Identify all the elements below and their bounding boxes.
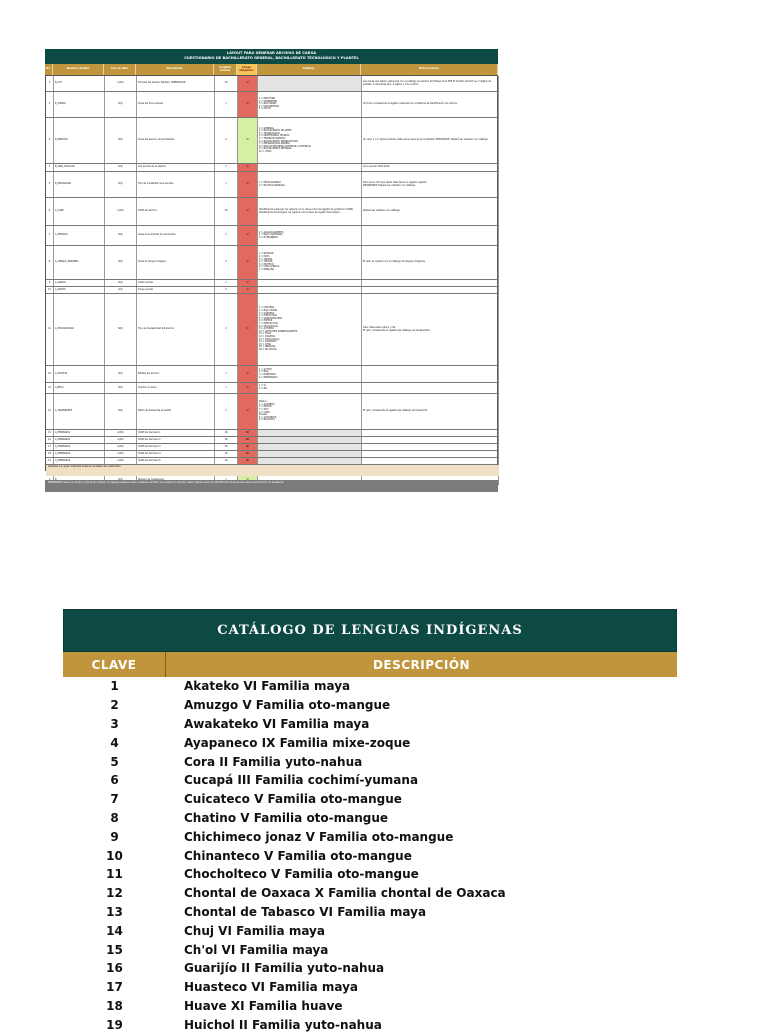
lenguas-catalog — [63, 609, 677, 1034]
layout-cell-no: 19 — [46, 458, 54, 464]
layout-cell-len: 18 — [215, 437, 238, 443]
catalog-clave: 16 — [106, 961, 123, 976]
layout-footer-note: IMPORTANTE: Revise el nombre y tipo de los campos; no agregue espacios antes o después del texto. Los campos no llenados deben dejarse vacíos de identificación de la escuela sobre su información en el sistema. — [45, 480, 498, 492]
layout-cell-no: 11 — [46, 294, 54, 365]
layout-cell-no: 13 — [46, 383, 54, 393]
layout-cell-name: A_TRANSPORTE — [54, 394, 105, 429]
layout-cell-req: SI — [238, 118, 258, 163]
layout-cell-req: SI — [238, 92, 258, 117]
layout-cell-len: 2 — [215, 287, 238, 293]
layout-cell-desc: Medio de transporte al plantel — [137, 394, 215, 429]
catalog-descripcion: Huichol II Familia yuto-nahua — [184, 1017, 382, 1032]
layout-cell-name: B_SERVICIO — [54, 118, 105, 163]
header-name: Nombre variable — [53, 64, 104, 75]
layout-cell-type: A(18) — [105, 451, 137, 457]
layout-cell-obs: El valor se captura con el catálogo de lenguas indígenas. — [362, 246, 499, 279]
layout-cell-obs: Valor debe estar entre 1 y 99. El valor corresponde al registro del catálogo de discapacidad. — [362, 294, 499, 365]
catalog-descripcion: Chocholteco V Familia oto-mangue — [184, 867, 419, 882]
layout-cell-cat: 1 = MATUTINO 2 = VESPERTINO 3 = NOCTURNO 4 = DISCONTINUO 5 = MIXTO — [258, 92, 362, 117]
catalog-row — [63, 940, 677, 959]
catalog-row — [63, 865, 677, 884]
layout-cell-desc: Clave del turno escolar — [137, 92, 215, 117]
layout-cell-no: 12 — [46, 366, 54, 382]
layout-cell-name: B_ANIO_ESCOLAR — [54, 164, 105, 171]
catalog-row — [63, 715, 677, 734]
layout-cell-len: 2 — [215, 394, 238, 429]
layout-cell-type: A(18) — [105, 198, 137, 225]
layout-cell-cat: 1 = ACTIVO 2 = BAJA 3 = EGRESADO 4 = REPROBADO — [258, 366, 362, 382]
catalog-row — [63, 978, 677, 997]
layout-cell-no: 9 — [46, 280, 54, 286]
layout-cell-desc: CURP del hermano 2 — [137, 437, 215, 443]
layout-cell-cat: Público 1 = AUTOBÚS 2 = METRO 3 = TAXI 4 = OTRO Privado 5 = AUTOMÓVIL 6 = BICICLETA — [258, 394, 362, 429]
layout-cell-desc: Formato del plantel. Ejemplo: 09EBH0001Z — [137, 76, 215, 91]
catalog-descripcion: Akateko VI Familia maya — [184, 679, 351, 694]
layout-cell-name: A_HERMANO4 — [54, 451, 105, 457]
header-obs: Observaciones — [361, 64, 498, 75]
layout-cell-desc: Estatus del alumno — [137, 366, 215, 382]
layout-row — [46, 118, 499, 164]
catalog-descripcion: Awakateko VI Familia maya — [184, 716, 370, 731]
layout-row — [46, 226, 499, 246]
catalog-row — [63, 959, 677, 978]
layout-cell-type: N(2) — [105, 246, 137, 279]
layout-cell-cat — [258, 287, 362, 293]
layout-cell-desc: Tipo de modalidad de la escuela — [137, 172, 215, 197]
catalog-row — [63, 846, 677, 865]
layout-cell-obs — [362, 444, 499, 450]
catalog-header-clave: CLAVE — [63, 652, 166, 677]
layout-cell-type: N(2) — [105, 226, 137, 245]
layout-cell-name: A_GRADO — [54, 280, 105, 286]
layout-cell-obs — [362, 226, 499, 245]
layout-cell-desc: CURP del alumno — [137, 198, 215, 225]
layout-cell-name: A_GRUPO — [54, 287, 105, 293]
catalog-row — [63, 752, 677, 771]
layout-cell-no: 16 — [46, 437, 54, 443]
catalog-descripcion: Cora II Familia yuto-nahua — [184, 754, 363, 769]
layout-cell-desc: CURP del hermano 3 — [137, 444, 215, 450]
catalog-clave: 1 — [110, 679, 119, 694]
layout-row — [46, 280, 499, 287]
catalog-row — [63, 827, 677, 846]
layout-cell-obs: Un turno corresponde al registro capturado en el sistema de identificación de centros. — [362, 92, 499, 117]
layout-cell-no: 3 — [46, 118, 54, 163]
catalog-row — [63, 771, 677, 790]
layout-row — [46, 172, 499, 198]
layout-cell-name: A_HERMANO1 — [54, 430, 105, 436]
catalog-clave: 13 — [106, 904, 123, 919]
layout-cell-len: 18 — [215, 198, 238, 225]
catalog-clave: 8 — [110, 810, 119, 825]
layout-cell-no: 18 — [46, 451, 54, 457]
layout-row — [46, 458, 499, 465]
layout-cell-name: B_TURNO — [54, 92, 105, 117]
layout-cell-len: 10 — [215, 76, 238, 91]
layout-cell-len: 1 — [215, 383, 238, 393]
layout-cell-obs — [362, 280, 499, 286]
layout-row — [46, 287, 499, 294]
layout-row — [46, 430, 499, 437]
layout-row — [46, 198, 499, 226]
catalog-descripcion: Huasteco VI Familia maya — [184, 980, 359, 995]
layout-cell-obs — [362, 430, 499, 436]
layout-cell-desc: Clave de la entidad de nacimiento — [137, 226, 215, 245]
layout-cell-cat — [258, 164, 362, 171]
catalog-header-row — [63, 652, 677, 677]
layout-cell-no: 7 — [46, 226, 54, 245]
layout-cell-cat: 1 = GENERAL 2 = BACHILLERATO DE ARTES 3 = TECNOLÓGICO 4 = PROFESIONAL TÉCNICO 5 = TELEBACHILLERATO 6 = BACHILLERATO INTERCULTURAL 7 = PREPARATORIA ABIERTA 8 = EDUCACIÓN MEDIA SUPERIOR A DISTANCIA 9 = BACHILLERATO INTEGRAL 10 = OTRO — [258, 118, 362, 163]
layout-cell-type: A(2) — [105, 287, 137, 293]
layout-cell-type: N(1) — [105, 92, 137, 117]
layout-cell-name: A_HERMANO5 — [54, 458, 105, 464]
layout-cell-obs: Deberá ser validado con catálogo. — [362, 198, 499, 225]
layout-cell-desc: Clave de lengua indígena — [137, 246, 215, 279]
catalog-clave: 2 — [110, 698, 119, 713]
layout-cell-obs — [362, 451, 499, 457]
layout-row — [46, 451, 499, 458]
layout-cell-cat — [258, 280, 362, 286]
layout-cell-type: A(18) — [105, 444, 137, 450]
catalog-descripcion: Huave XI Familia huave — [184, 998, 343, 1013]
layout-cell-obs: Las claves que deben capturarse con el catálogo de Centros de Trabajo de la SEP. El formato del CCT es: 2 dígitos de entidad, 3 caracteres tipo, 4 dígitos y 1 de control. — [362, 76, 499, 91]
layout-cell-no: 8 — [46, 246, 54, 279]
layout-cell-len: 18 — [215, 451, 238, 457]
catalog-clave: 7 — [110, 792, 119, 807]
layout-title-line2: CUESTIONARIO DE BACHILLERATO GENERAL, BACHILLERATO TECNOLÓGICO Y PLANTEL — [184, 55, 359, 60]
catalog-descripcion: Chatino V Familia oto-mangue — [184, 810, 389, 825]
layout-row — [46, 437, 499, 444]
layout-cell-cat: 1 = SÍ 2 = NO — [258, 383, 362, 393]
layout-cell-type: A(10) — [105, 76, 137, 91]
layout-cell-len: 1 — [215, 366, 238, 382]
layout-row — [46, 366, 499, 383]
layout-cell-cat: 1 = CEGUERA 2 = BAJA VISIÓN 3 = SORDERA 4 = HIPOACUSIA 5 = SORDOCEGUERA 6 = MOTRIZ 7 = INTELECTUAL 8 = PSICOSOCIAL 9 = AUTISMO 10 = APTITUDES SOBRESALIENTES 11 = TDAH 12 = DISLEXIA 13 = DISCALCULIA 14 = DISGRAFÍA 15 = OTRA 16 = NINGUNA 99 = NO APLICA — [258, 294, 362, 365]
layout-cell-name: A_ENTIDAD — [54, 226, 105, 245]
layout-cell-type: N(1) — [105, 280, 137, 286]
header-req: Campo obligatorio — [237, 64, 257, 75]
layout-cell-len: 18 — [215, 458, 238, 464]
layout-cell-name: B_MODALIDAD — [54, 172, 105, 197]
layout-cell-cat — [258, 451, 362, 457]
header-len: Longitud máxima — [214, 64, 237, 75]
catalog-row — [63, 809, 677, 828]
layout-cell-cat — [258, 430, 362, 436]
catalog-clave: 3 — [110, 716, 119, 731]
layout-cell-obs: El valor corresponde al registro del catálogo de transporte. — [362, 394, 499, 429]
catalog-descripcion: Cuicateco V Familia oto-mangue — [184, 792, 402, 807]
layout-cell-name: A_DISCAPACIDAD — [54, 294, 105, 365]
layout-header-row — [45, 64, 498, 75]
layout-cell-desc: Grado escolar — [137, 280, 215, 286]
layout-cell-cat — [258, 444, 362, 450]
layout-cell-len: 2 — [215, 226, 238, 245]
layout-title-line1: LAYOUT PARA GENERAR ARCHIVO DE CARGA — [226, 51, 317, 55]
catalog-descripcion: Guarijío II Familia yuto-nahua — [184, 961, 385, 976]
catalog-clave: 18 — [106, 998, 123, 1013]
layout-cell-type: N(1) — [105, 172, 137, 197]
catalog-descripcion: Chontal de Tabasco VI Familia maya — [184, 904, 427, 919]
layout-cell-type: N(2) — [105, 294, 137, 365]
layout-cell-type: A(18) — [105, 430, 137, 436]
catalog-clave: 12 — [106, 886, 123, 901]
catalog-row — [63, 997, 677, 1016]
layout-row — [46, 444, 499, 451]
layout-cell-len: 9 — [215, 164, 238, 171]
layout-cell-name: A_BECA — [54, 383, 105, 393]
layout-title — [45, 49, 498, 64]
layout-cell-req: SI — [238, 76, 258, 91]
catalog-title: CATÁLOGO DE LENGUAS INDÍGENAS — [63, 609, 677, 652]
layout-cell-no: 14 — [46, 394, 54, 429]
layout-cell-obs: Un valor 1 o 2 captura directa, debe ser la clave de la modalidad. IMPORTANTE: Deberá ser validado con catálogo. — [362, 118, 499, 163]
layout-cell-req: SI — [238, 294, 258, 365]
layout-row — [46, 294, 499, 366]
header-no: No. — [45, 64, 53, 75]
layout-cell-name: A_HERMANO3 — [54, 444, 105, 450]
layout-cell-req: SI — [238, 226, 258, 245]
layout-cell-name: A_LENGUA_INDIGENA — [54, 246, 105, 279]
layout-cell-desc: Clave del servicio de bachillerato — [137, 118, 215, 163]
header-desc: Descripción — [136, 64, 214, 75]
catalog-clave: 17 — [106, 980, 123, 995]
layout-cell-req: SI — [238, 246, 258, 279]
layout-cell-type: A(18) — [105, 437, 137, 443]
layout-cell-len: 2 — [215, 118, 238, 163]
layout-cell-obs — [362, 366, 499, 382]
catalog-clave: 15 — [106, 942, 123, 957]
layout-cell-obs — [362, 383, 499, 393]
catalog-row — [63, 696, 677, 715]
layout-row — [46, 92, 499, 118]
layout-cell-no: 17 — [46, 444, 54, 450]
layout-cell-no: 15 — [46, 430, 54, 436]
catalog-clave: 14 — [106, 923, 123, 938]
layout-cell-desc: Tipo de discapacidad del alumno — [137, 294, 215, 365]
catalog-row — [63, 677, 677, 696]
layout-cell-desc: CURP del hermano 4 — [137, 451, 215, 457]
layout-cell-no: 4 — [46, 164, 54, 171]
layout-cell-desc: CURP del hermano 5 — [137, 458, 215, 464]
layout-cell-len: 18 — [215, 444, 238, 450]
catalog-clave: 11 — [106, 867, 123, 882]
catalog-descripcion: Chinanteco V Familia oto-mangue — [184, 848, 412, 863]
catalog-clave: 6 — [110, 773, 119, 788]
catalog-descripcion: Ch'ol VI Familia maya — [184, 942, 329, 957]
catalog-clave: 19 — [106, 1017, 123, 1032]
catalog-clave: 4 — [110, 735, 119, 750]
layout-cell-cat: 1 = AGUASCALIENTES 2 = BAJA CALIFORNIA 3 = EXTRANJERO — [258, 226, 362, 245]
layout-cell-len: 1 — [215, 92, 238, 117]
layout-cell-len: 18 — [215, 430, 238, 436]
layout-cell-req: NO — [238, 451, 258, 457]
layout-cell-obs — [362, 437, 499, 443]
catalog-row — [63, 790, 677, 809]
layout-sheet — [45, 49, 498, 492]
catalog-clave: 9 — [110, 829, 119, 844]
layout-row — [46, 383, 499, 394]
layout-cell-type: N(2) — [105, 394, 137, 429]
catalog-clave: 10 — [106, 848, 123, 863]
layout-cell-no: 2 — [46, 92, 54, 117]
layout-row — [46, 246, 499, 280]
header-type: Tipo de dato — [104, 64, 136, 75]
layout-cell-cat — [258, 76, 362, 91]
layout-cell-req: SI — [238, 280, 258, 286]
layout-cell-len: 1 — [215, 172, 238, 197]
catalog-descripcion: Chichimeco jonaz V Familia oto-mangue — [184, 829, 454, 844]
layout-cell-req: SI — [238, 383, 258, 393]
layout-cell-req: SI — [238, 164, 258, 171]
catalog-row — [63, 921, 677, 940]
layout-cell-cat: Identificación personal: Se captura con la clave única de registro de población (CURP). Identificación tecnológica: Se captura con la clave de registro tecnológico. — [258, 198, 362, 225]
layout-cell-req: SI — [238, 172, 258, 197]
layout-cell-req: SI — [238, 198, 258, 225]
catalog-rows — [63, 677, 677, 1034]
layout-cell-req: NO — [238, 458, 258, 464]
layout-cell-name: A_CURP — [54, 198, 105, 225]
layout-row — [46, 76, 499, 92]
layout-cell-req: SI — [238, 287, 258, 293]
layout-cell-len: 1 — [215, 280, 238, 286]
layout-cell-no: 10 — [46, 287, 54, 293]
layout-cell-obs — [362, 458, 499, 464]
layout-cell-type: N(1) — [105, 383, 137, 393]
layout-body — [45, 75, 498, 471]
layout-cell-len: 2 — [215, 246, 238, 279]
layout-cell-no: 6 — [46, 198, 54, 225]
catalog-row — [63, 1015, 677, 1034]
catalog-row — [63, 903, 677, 922]
layout-cell-req: NO — [238, 437, 258, 443]
layout-cell-name: A_HERMANO2 — [54, 437, 105, 443]
layout-cell-cat: 1 = ESCOLARIZADA 2 = NO ESCOLARIZADA — [258, 172, 362, 197]
layout-cell-cat: 1 = NÁHUATL 2 = MAYA 3 = TZELTAL 4 = TZOTZIL 5 = MIXTECO 6 = OTRA LENGUA 7 = NINGUNA — [258, 246, 362, 279]
layout-cell-req: SI — [238, 394, 258, 429]
catalog-descripcion: Amuzgo V Familia oto-mangue — [184, 698, 391, 713]
layout-cell-obs — [362, 287, 499, 293]
layout-cell-req: NO — [238, 430, 258, 436]
layout-row — [46, 394, 499, 430]
layout-cell-cat — [258, 458, 362, 464]
catalog-row — [63, 733, 677, 752]
layout-cell-obs: Ciclo escolar 2023-2024 — [362, 164, 499, 171]
layout-cell-req: NO — [238, 444, 258, 450]
layout-cell-desc: Año escolar de la captura — [137, 164, 215, 171]
layout-cell-type: N(1) — [105, 366, 137, 382]
layout-cell-cat — [258, 437, 362, 443]
layout-row — [46, 164, 499, 172]
layout-cell-no: 1 — [46, 76, 54, 91]
catalog-descripcion: Chuj VI Familia maya — [184, 923, 325, 938]
layout-cell-desc: CURP del hermano 1 — [137, 430, 215, 436]
layout-cell-type: A(9) — [105, 164, 137, 171]
layout-cell-req: SI — [238, 366, 258, 382]
layout-cell-name: B_CCT — [54, 76, 105, 91]
layout-cell-desc: Cuenta con beca — [137, 383, 215, 393]
layout-cell-type: N(2) — [105, 118, 137, 163]
layout-note-band: Variables: La carga contempla todas las variables del cuestionario. — [46, 465, 499, 476]
catalog-descripcion: Cucapá III Familia cochimí-yumana — [184, 773, 419, 788]
catalog-descripcion: Chontal de Oaxaca X Familia chontal de Oaxaca — [184, 886, 506, 901]
layout-cell-obs: Para que el CCT sea válido debe tener un registro vigente. IMPORTANTE: Deberá ser validado con catálogo. — [362, 172, 499, 197]
layout-cell-no: 5 — [46, 172, 54, 197]
catalog-descripcion: Ayapaneco IX Familia mixe-zoque — [184, 735, 411, 750]
layout-cell-type: A(18) — [105, 458, 137, 464]
catalog-clave: 5 — [110, 754, 119, 769]
catalog-row — [63, 884, 677, 903]
catalog-header-desc: DESCRIPCIÓN — [372, 657, 471, 672]
layout-cell-name: A_ESTATUS — [54, 366, 105, 382]
layout-cell-desc: Grupo escolar — [137, 287, 215, 293]
layout-cell-len: 2 — [215, 294, 238, 365]
header-cat: Catálogo — [257, 64, 361, 75]
